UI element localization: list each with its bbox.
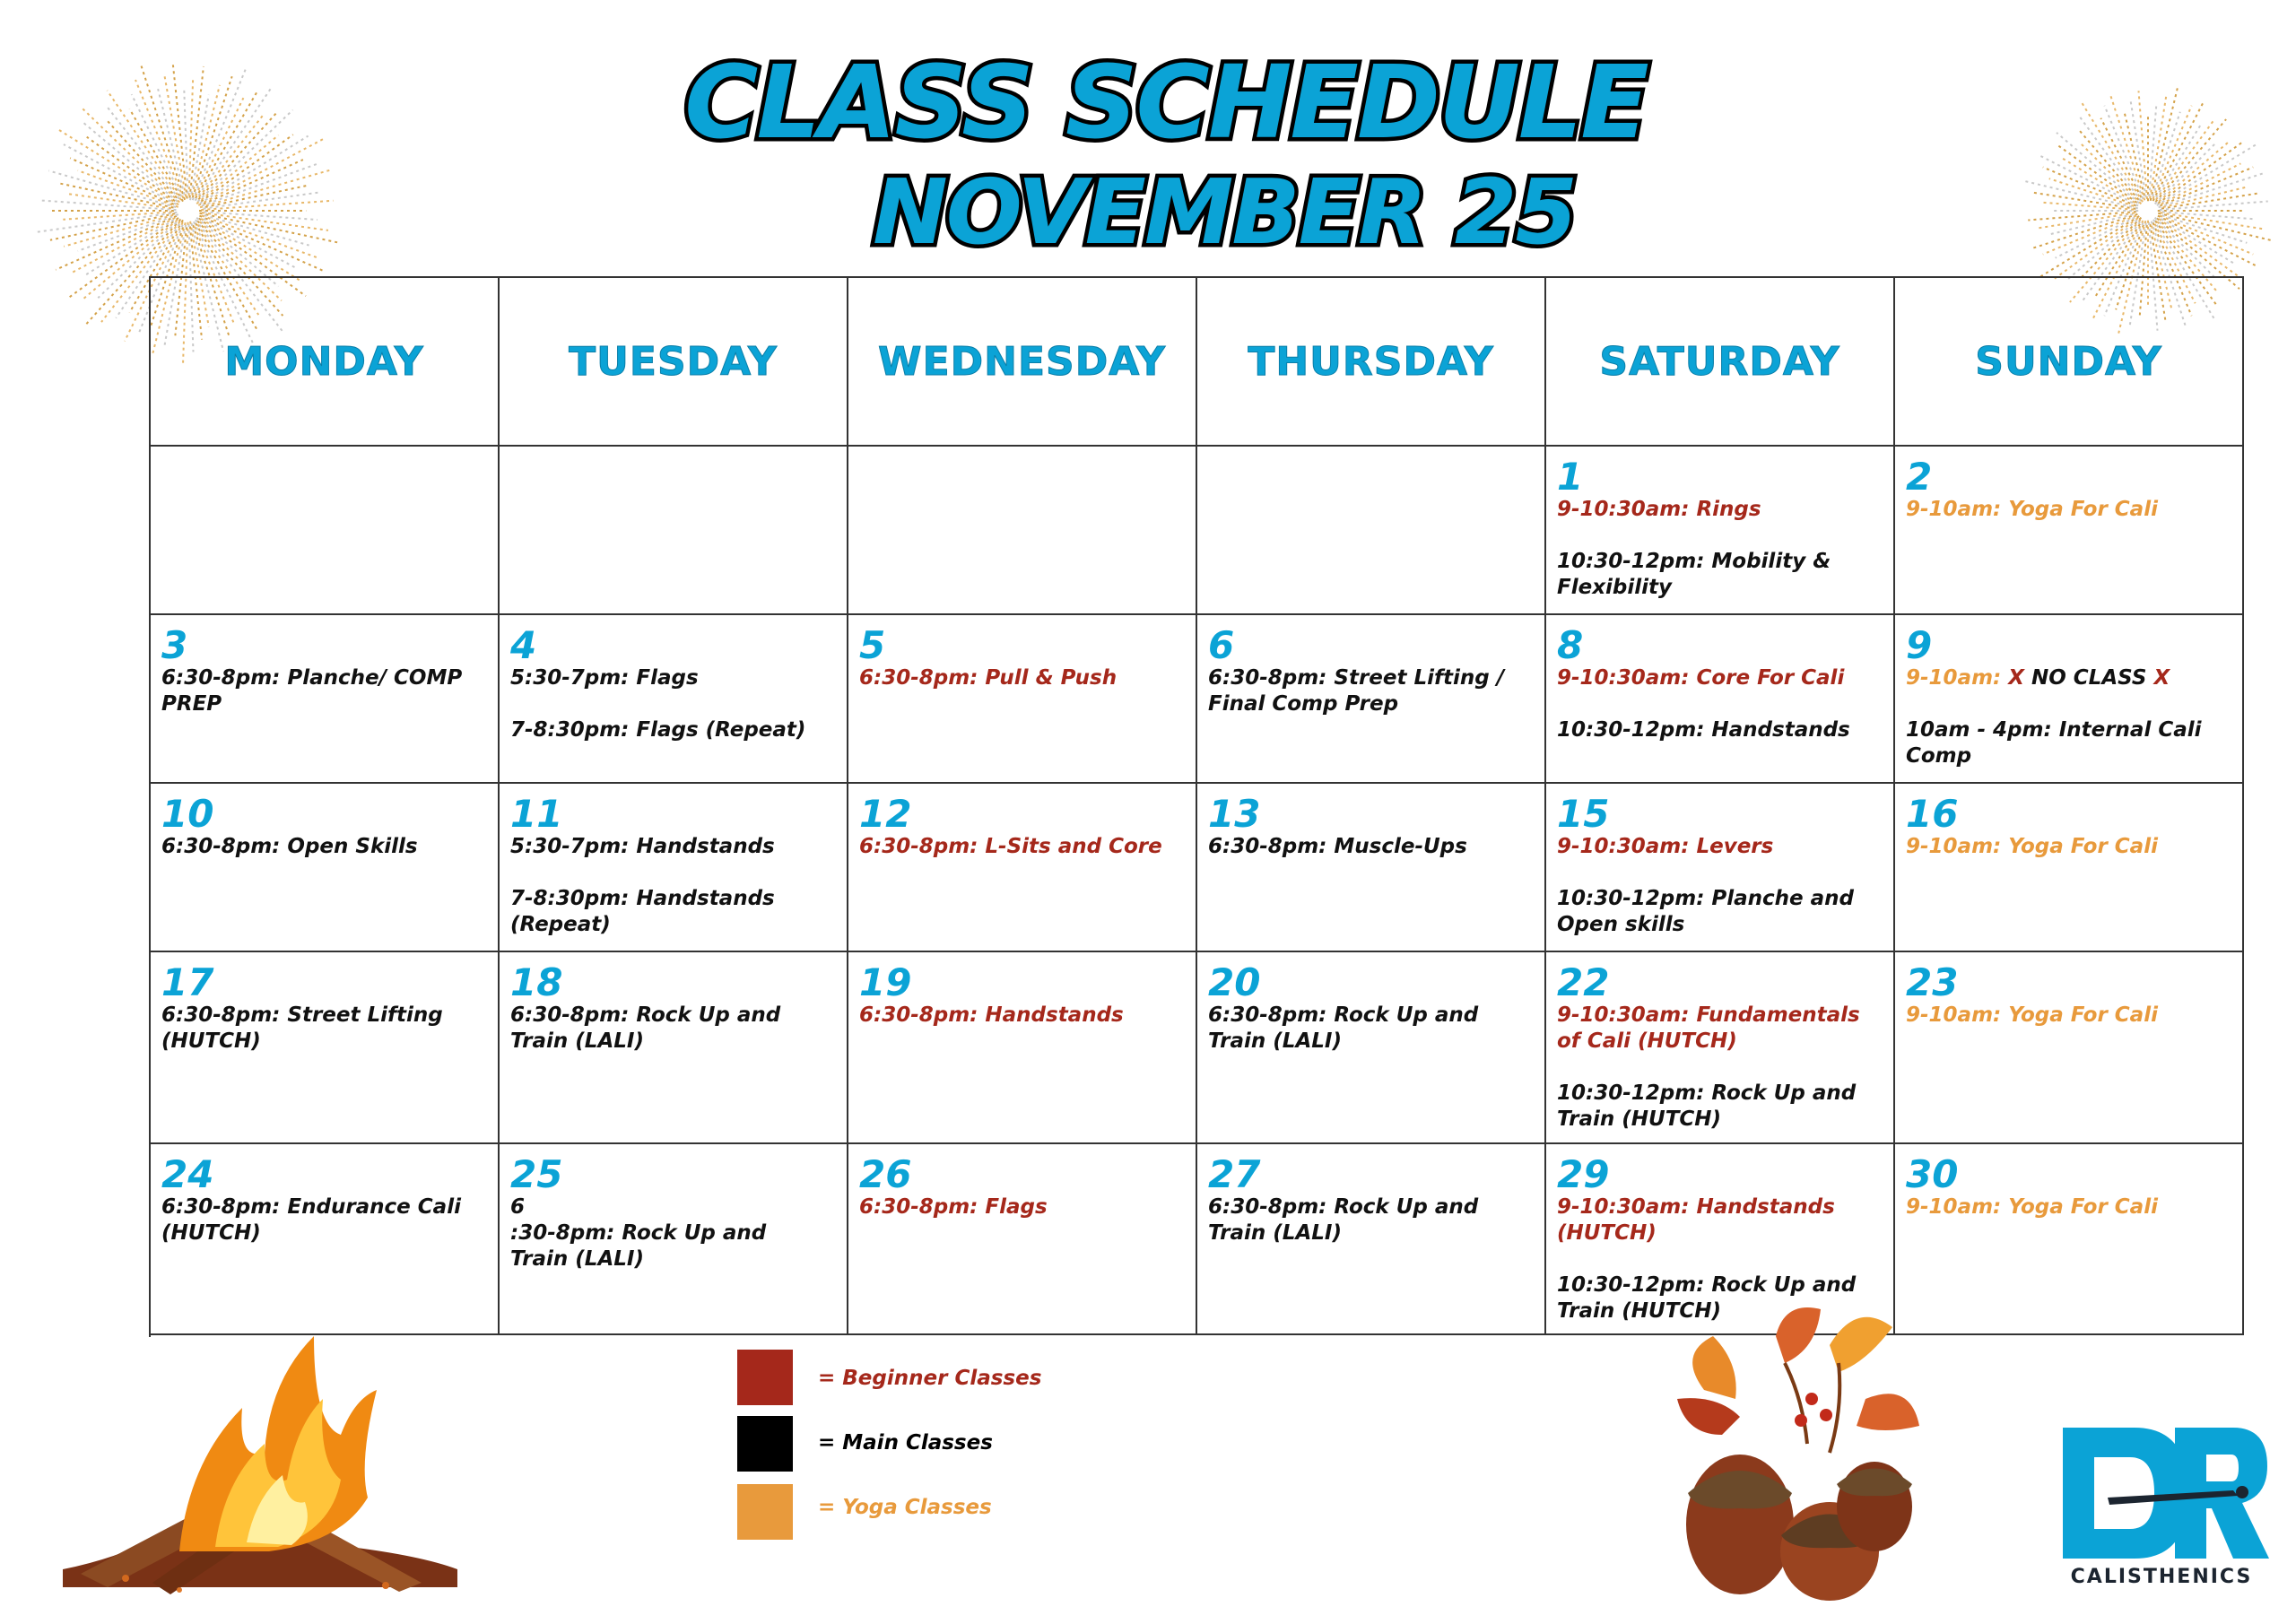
day-number: 18 bbox=[510, 960, 563, 1004]
day-number: 10 bbox=[161, 792, 214, 836]
class-entry: 7-8:30pm: Handstands (Repeat) bbox=[510, 887, 775, 936]
class-entry: 9-10:30am: Rings bbox=[1557, 498, 1761, 521]
class-entry: 6:30-8pm: Rock Up and Train (LALI) bbox=[510, 1003, 781, 1053]
day-cell bbox=[1197, 615, 1546, 784]
day-number: 16 bbox=[1906, 792, 1959, 836]
class-entry: 6:30-8pm: Street Lifting (HUTCH) bbox=[161, 1003, 443, 1053]
class-entry: 10:30-12pm: Planche and Open skills bbox=[1557, 887, 1855, 936]
day-number: 12 bbox=[859, 792, 912, 836]
day-number: 23 bbox=[1906, 960, 1959, 1004]
class-entry: 9-10:30am: Handstands (HUTCH) bbox=[1557, 1195, 1835, 1245]
day-cell bbox=[500, 784, 848, 952]
class-entry: 10:30-12pm: Mobility & Flexibility bbox=[1557, 550, 1831, 599]
day-header-label: THURSDAY bbox=[1248, 338, 1494, 385]
day-header-label: TUESDAY bbox=[569, 338, 778, 385]
class-entry: 5:30-7pm: Handstands bbox=[510, 835, 775, 858]
day-number: 4 bbox=[510, 623, 537, 667]
legend-swatch-beginner bbox=[737, 1350, 793, 1405]
day-number: 15 bbox=[1557, 792, 1610, 836]
day-cell bbox=[151, 952, 500, 1144]
class-entry: 6:30-8pm: Endurance Cali (HUTCH) bbox=[161, 1195, 461, 1245]
day-number: 6 bbox=[1208, 623, 1235, 667]
day-cell bbox=[1546, 447, 1895, 615]
day-number: 2 bbox=[1906, 455, 1933, 499]
class-entry: 6 :30-8pm: Rock Up and Train (LALI) bbox=[510, 1195, 767, 1271]
class-entry: 9-10:30am: Core For Cali bbox=[1557, 666, 1845, 690]
schedule-month: NOVEMBER 25 bbox=[873, 160, 1576, 265]
class-entry: 6:30-8pm: L-Sits and Core bbox=[859, 835, 1162, 858]
day-cell bbox=[1197, 952, 1546, 1144]
day-cell bbox=[1895, 447, 2244, 615]
class-entry: 6:30-8pm: Planche/ COMP PREP bbox=[161, 666, 463, 716]
day-cell bbox=[500, 952, 848, 1144]
day-cell bbox=[1895, 952, 2244, 1144]
day-number: 1 bbox=[1557, 455, 1584, 499]
day-number: 27 bbox=[1208, 1152, 1261, 1196]
legend-label-yoga: = Yoga Classes bbox=[818, 1496, 992, 1519]
day-header-label: WEDNESDAY bbox=[878, 338, 1166, 385]
legend-label-main: = Main Classes bbox=[818, 1431, 993, 1455]
day-cell bbox=[1895, 1144, 2244, 1335]
day-cell bbox=[848, 447, 1197, 615]
class-entry: 5:30-7pm: Flags bbox=[510, 666, 699, 690]
day-cell bbox=[848, 615, 1197, 784]
schedule-title: CLASS SCHEDULE bbox=[684, 45, 1648, 161]
class-entry: 10:30-12pm: Rock Up and Train (HUTCH) bbox=[1557, 1273, 1857, 1323]
day-number: 26 bbox=[859, 1152, 912, 1196]
class-entry: 10:30-12pm: Rock Up and Train (HUTCH) bbox=[1557, 1081, 1857, 1131]
class-entry: 6:30-8pm: Muscle-Ups bbox=[1208, 835, 1467, 858]
day-cell bbox=[1895, 615, 2244, 784]
day-header bbox=[1895, 278, 2244, 447]
day-number: 30 bbox=[1906, 1152, 1959, 1196]
class-entry: 6:30-8pm: Street Lifting / Final Comp Prep bbox=[1208, 666, 1505, 716]
logo-text: CALISTHENICS bbox=[2070, 1566, 2253, 1588]
day-header bbox=[1546, 278, 1895, 447]
class-entry: 6:30-8pm: Open Skills bbox=[161, 835, 418, 858]
day-number: 19 bbox=[859, 960, 912, 1004]
class-entry: 6:30-8pm: Rock Up and Train (LALI) bbox=[1208, 1003, 1479, 1053]
class-entry: 9-10am: X NO CLASS X bbox=[1906, 666, 2170, 690]
class-entry: 9-10am: Yoga For Cali bbox=[1906, 498, 2158, 521]
day-number: 8 bbox=[1557, 623, 1584, 667]
calendar-grid bbox=[149, 276, 2244, 1337]
class-entry: 9-10:30am: Fundamentals of Cali (HUTCH) bbox=[1557, 1003, 1860, 1053]
day-cell bbox=[848, 1144, 1197, 1335]
day-number: 3 bbox=[161, 623, 188, 667]
day-header bbox=[1197, 278, 1546, 447]
legend-swatch-yoga bbox=[737, 1484, 793, 1540]
day-number: 11 bbox=[510, 792, 563, 836]
day-header-label: SUNDAY bbox=[1975, 338, 2162, 385]
legend-label-beginner: = Beginner Classes bbox=[818, 1367, 1042, 1390]
day-number: 24 bbox=[161, 1152, 214, 1196]
class-entry: 6:30-8pm: Rock Up and Train (LALI) bbox=[1208, 1195, 1479, 1245]
day-header-label: MONDAY bbox=[224, 338, 424, 385]
day-cell bbox=[151, 615, 500, 784]
day-cell bbox=[151, 1144, 500, 1335]
day-cell bbox=[1546, 952, 1895, 1144]
campfire-icon bbox=[45, 1327, 466, 1596]
day-header-label: SATURDAY bbox=[1599, 338, 1840, 385]
day-number: 20 bbox=[1208, 960, 1261, 1004]
day-cell bbox=[1197, 447, 1546, 615]
class-entry: 10am - 4pm: Internal Cali Comp bbox=[1906, 718, 2202, 768]
class-entry: 9-10:30am: Levers bbox=[1557, 835, 1774, 858]
day-cell bbox=[848, 784, 1197, 952]
day-cell bbox=[1197, 1144, 1546, 1335]
day-cell bbox=[848, 952, 1197, 1144]
day-cell bbox=[500, 1144, 848, 1335]
day-number: 17 bbox=[161, 960, 214, 1004]
day-cell bbox=[500, 447, 848, 615]
day-number: 9 bbox=[1906, 623, 1933, 667]
day-cell bbox=[1895, 784, 2244, 952]
class-entry: 9-10am: Yoga For Cali bbox=[1906, 1195, 2158, 1219]
day-cell bbox=[1546, 784, 1895, 952]
day-header bbox=[151, 278, 500, 447]
day-number: 29 bbox=[1557, 1152, 1610, 1196]
class-entry: 9-10am: Yoga For Cali bbox=[1906, 835, 2158, 858]
day-cell bbox=[1197, 784, 1546, 952]
legend-swatch-main bbox=[737, 1416, 793, 1472]
day-number: 5 bbox=[859, 623, 886, 667]
class-entry: 9-10am: Yoga For Cali bbox=[1906, 1003, 2158, 1027]
day-number: 25 bbox=[510, 1152, 563, 1196]
class-entry: 10:30-12pm: Handstands bbox=[1557, 718, 1850, 742]
class-entry: 6:30-8pm: Flags bbox=[859, 1195, 1048, 1219]
day-number: 22 bbox=[1557, 960, 1610, 1004]
class-entry: 7-8:30pm: Flags (Repeat) bbox=[510, 718, 806, 742]
day-header bbox=[848, 278, 1197, 447]
day-cell bbox=[151, 784, 500, 952]
day-cell bbox=[500, 615, 848, 784]
day-cell bbox=[151, 447, 500, 615]
day-number: 13 bbox=[1208, 792, 1261, 836]
class-entry: 6:30-8pm: Pull & Push bbox=[859, 666, 1118, 690]
day-cell bbox=[1546, 615, 1895, 784]
autumn-acorns-icon bbox=[1650, 1300, 1946, 1605]
day-header bbox=[500, 278, 848, 447]
class-entry: 6:30-8pm: Handstands bbox=[859, 1003, 1124, 1027]
